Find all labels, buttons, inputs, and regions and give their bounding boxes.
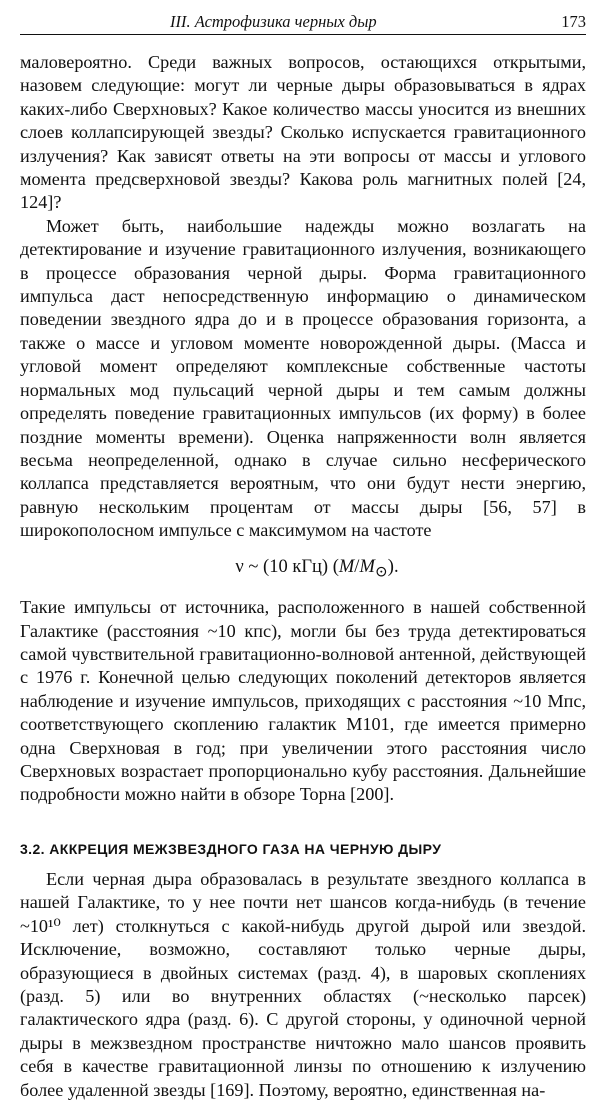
paragraph-4: Если черная дыра образовалась в результате звездного коллапса в нашей Галактике, то у нее почти нет шансов когда-нибудь (в течение ~10¹⁰ лет) столкнуться с какой-нибудь другой дырой или звездой. Исключение, возможно, составляют только черные дыры, образующиеся в двойных системах (разд. 4), в шаровых скоплениях (разд. 5) или во внутренних областях (~несколько парсек) галактического ядра (разд. 6). С другой стороны, у одиночной черной дыры в межзвездном пространстве ничтожно мало шансов проявить себя в качестве гравитационной линзы по отношению к излучению более удаленной звезды [169]. Поэтому, вероятно, единственная на- [20,868,586,1100]
formula-slash: / [354,556,360,577]
page [20,6,586,1102]
formula-close: ). [387,556,399,577]
running-head: III. Астрофизика черных дыр [170,12,377,31]
formula-lhs: ν ~ (10 кГц) [235,556,329,577]
paragraph-1: маловероятно. Среди важных вопросов, остающихся открытыми, назовем следующие: могут ли черные дыры образовываться в ядрах каких-либо Сверхновых? Какое количество массы уносится из внешних слоев коллапсирующей звезды? Сколько испускается гравитационного излучения? Как зависят ответы на эти вопросы от массы и углового момента предсверхновой звезды? Какова роль магнитных полей [24, 124]? [20,52,586,213]
page-header [20,6,586,35]
formula-open: ( [328,556,339,577]
frequency-formula [20,555,586,585]
formula-solar-mass: M [359,556,375,577]
paragraph-3: Такие импульсы от источника, расположенного в нашей собственной Галактике (расстояния ~10 кпс), могли бы без труда детектироваться самой чувствительной гравитационно-волновой антенной, действующей с 1976 г. Конечной целью следующих поколений детекторов является наблюдение и изучение импульсов, приходящих с расстояния ~10 Мпс, соответствующего скоплению галактик M101, где имеется примерно одна Сверхновая в год; при увеличении этого расстояния число Сверхновых возрастает пропорционально кубу расстояния. Дальнейшие подробности можно найти в обзоре Торна [200]. [20,597,586,805]
page-number: 173 [561,12,586,31]
formula-mass: M [338,556,355,577]
paragraph-2: Может быть, наибольшие надежды можно возлагать на детектирование и изучение гравитационного излучения, возникающего в процессе образования черной дыры. Форма гравитационного импульса даст непосредственную информацию о динамическом поведении звездного ядра до и в процессе образования горизонта, а также о массе и угловом моменте новорожденной дыры. (Масса и угловой момент определяют комплексные собственные частоты нормальных мод пульсаций черной дыры и тем самым должны определять поведение гравитационных импульсов (их форму) в более поздние моменты времени). Оценка напряженности волн является весьма неопределенной, однако в случае сильно несферического коллапса представляется вероятным, что они будут нести энергию, равную нескольким процентам от массы дыры [56, 57] в широкополосном импульсе с максимумом на частоте [20,215,586,541]
body-text [20,51,586,1102]
formula-sun-symbol: ⊙ [374,563,388,581]
section-title: 3.2. АККРЕЦИЯ МЕЖЗВЕЗДНОГО ГАЗА НА ЧЕРНУЮ ДЫРУ [20,840,442,857]
